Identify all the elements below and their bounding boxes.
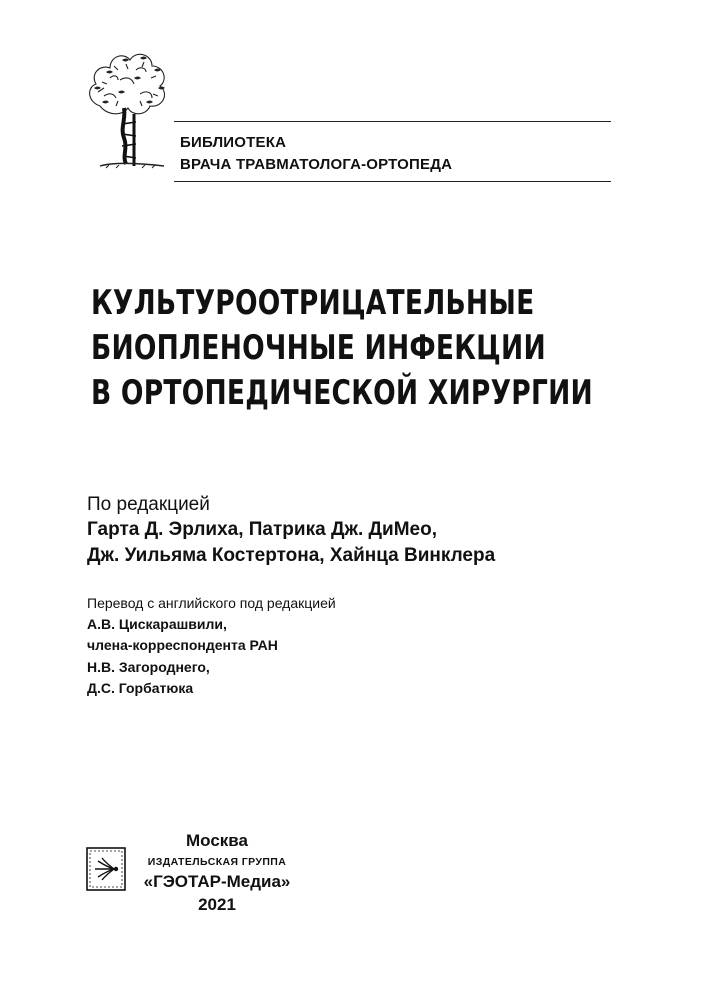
editors-names-line-1: Гарта Д. Эрлиха, Патрика Дж. ДиМео, xyxy=(87,519,438,540)
editors-names-line-2: Дж. Уильяма Костертона, Хайнца Винклера xyxy=(87,545,496,566)
series-name-line-2: ВРАЧА ТРАВМАТОЛОГА-ОРТОПЕДА xyxy=(180,156,453,173)
series-bottom-rule xyxy=(174,181,611,182)
translation-editor-line-2: члена-корреспондента РАН xyxy=(87,637,278,653)
publisher-group-label: ИЗДАТЕЛЬСКАЯ ГРУППА xyxy=(147,856,287,868)
translation-editor-line-1: А.В. Цискарашвили, xyxy=(87,616,227,632)
book-title-line-3: В ОРТОПЕДИЧЕСКОЙ ХИРУРГИИ xyxy=(91,373,593,413)
series-name-line-1: БИБЛИОТЕКА xyxy=(180,134,287,151)
translation-editor-line-4: Д.С. Горбатюка xyxy=(87,680,194,696)
book-title-line-1: КУЛЬТУРООТРИЦАТЕЛЬНЫЕ xyxy=(91,283,535,323)
editors-intro: По редакцией xyxy=(87,494,210,515)
publisher-name: «ГЭОТАР-Медиа» xyxy=(143,872,291,891)
geotar-logo-icon xyxy=(86,847,126,891)
tree-of-andry-icon xyxy=(80,36,172,172)
series-top-rule xyxy=(174,121,611,122)
translation-intro: Перевод с английского под редакцией xyxy=(87,595,336,611)
publisher-city: Москва xyxy=(186,831,248,850)
publication-year: 2021 xyxy=(198,895,236,914)
book-title-line-2: БИОПЛЕНОЧНЫЕ ИНФЕКЦИИ xyxy=(91,328,546,368)
translation-editor-line-3: Н.В. Загороднего, xyxy=(87,659,210,675)
